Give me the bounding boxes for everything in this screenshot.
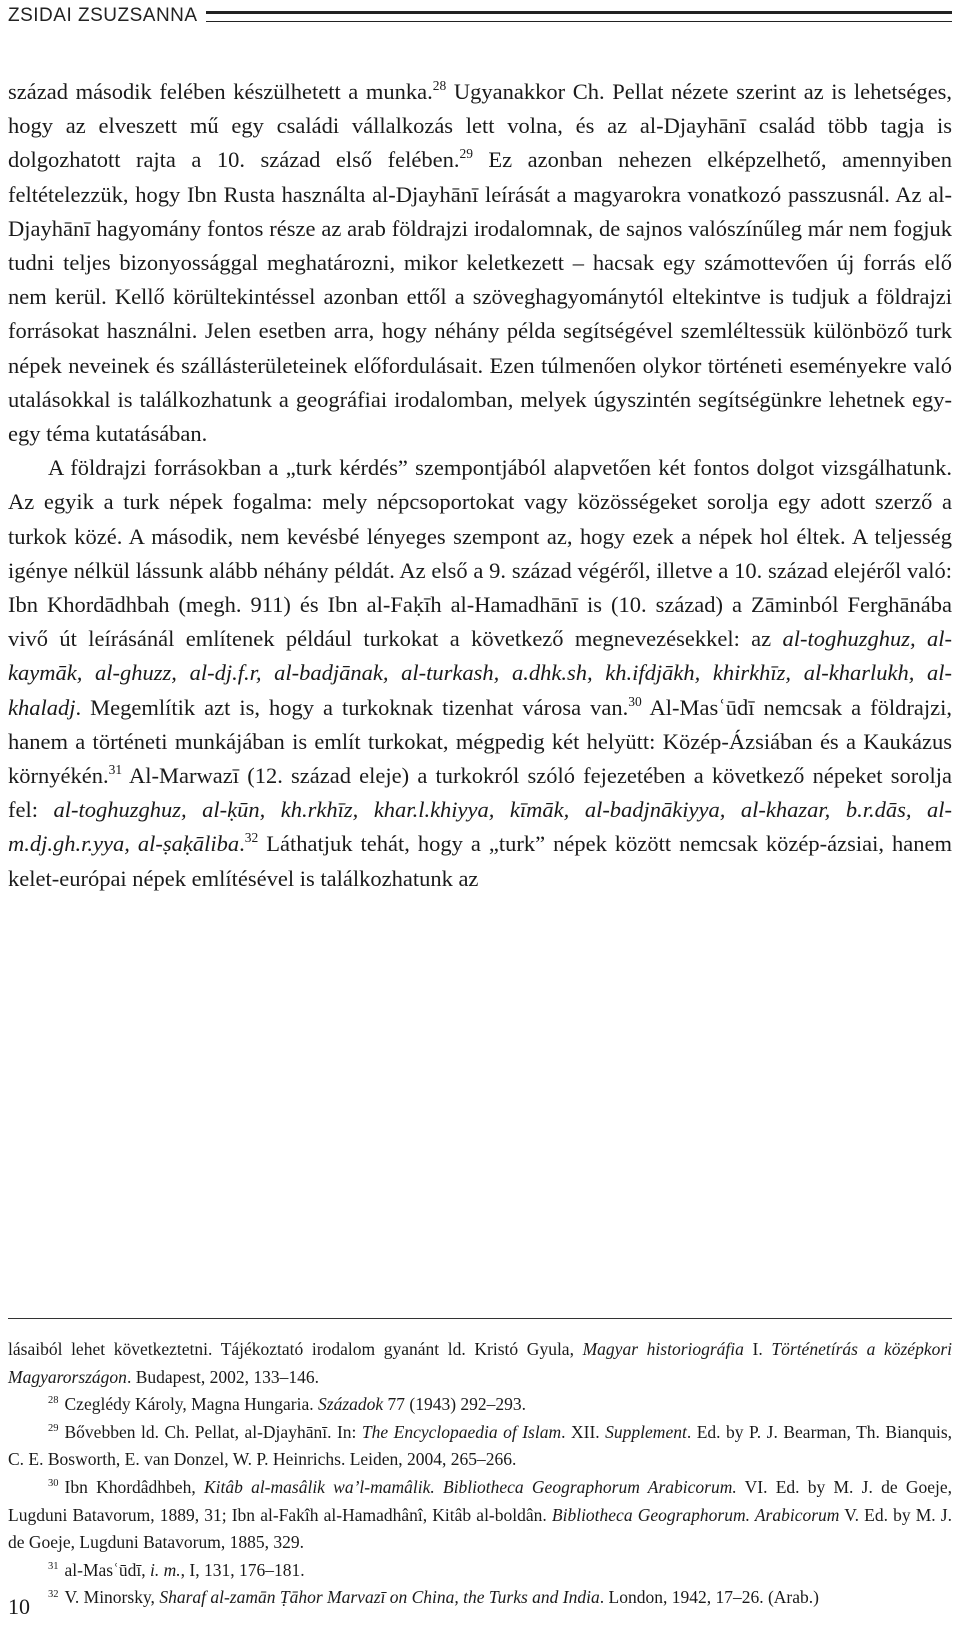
turk-names-list: al-toghuzghuz, al-ḳūn, kh.rkhīz, khar.l.khiyya, kīmāk, al-badjnākiyya, al-khazar, b.r.dās, al-m.dj.gh.r.yya, al-ṣaḳāliba bbox=[8, 797, 952, 857]
footnotes bbox=[8, 1336, 952, 1612]
footnote-ref-31[interactable]: 31 bbox=[108, 762, 123, 778]
footnote-ref-29[interactable]: 29 bbox=[459, 146, 473, 162]
footnote-ref-28[interactable]: 28 bbox=[432, 78, 447, 94]
running-head-rule bbox=[206, 11, 952, 22]
paragraph: század második felében készülhetett a munka.$^{28}$ Ugyanakkor Ch. Pellat nézete szerint az is lehetséges, hogy az elveszett mű egy családi vállalkozás lett volna, és az al-Djayhānī család több tagja is dolgozhatott rajta a 10. század első felében.$^{29}$ Ez azonban nehezen elképzelhető, amennyiben feltételezzük, hogy Ibn Rusta használta al-Djayhānī leírását a magyarokra vonatkozó passzusnál. Az al-Djayhānī hagyomány fontos része az arab földrajzi irodalomnak, de sajnos valószínűleg már nem fogjuk tudni teljes bizonyossággal meghatározni, mikor keletkezett – hacsak egy számottevően új forrás elő nem kerül. Kellő körültekintéssel azonban ettől a szöveghagyománytól eltekintve is tudjuk a földrajzi forrásokat használni. Jelen esetben arra, hogy néhány példa segítségével szemléltessük különböző turk népek neveinek és szállásterületeinek előfordulásait. Ezen túlmenően olykor történeti eseményekre való utalásokkal is találkozhatunk a geográfiai irodalomban, melyek úgyszintén segítségünkre lehetnek egy-egy téma kutatásában. bbox=[8, 78, 953, 447]
running-head bbox=[8, 4, 952, 28]
page-number: 10 bbox=[8, 1594, 30, 1619]
footnote-31: $^{31}$ al-Masʿūdī, i. m., I, 131, 176–181. bbox=[48, 1559, 305, 1580]
footnote-29: $^{29}$ Bővebben ld. Ch. Pellat, al-Djayhānī. In: The Encyclopaedia of Islam. XII. Supplement. Ed. by P. J. Bearman, Th. Bianquis, C. E. Bosworth, E. van Donzel, W. P. Heinrichs. Leiden, 2004, 265–266. bbox=[8, 1421, 953, 1470]
turk-names-list: al-toghuzghuz, al-kaymāk, al-ghuzz, al-dj.f.r, al-badjānak, al-turkash, a.dhk.sh, kh.ifdjākh, khirkhīz, al-kharlukh, al-khaladj bbox=[8, 626, 952, 720]
running-head-author: ZSIDAI ZSUZSANNA bbox=[8, 5, 198, 26]
footnote-number: 32 bbox=[48, 1588, 59, 1600]
footnote-number: 31 bbox=[48, 1560, 59, 1572]
footnote-divider bbox=[8, 1318, 952, 1319]
footnote-number: 29 bbox=[48, 1422, 59, 1434]
paragraph: A földrajzi forrásokban a „turk kérdés” szempontjából alapvetően két fontos dolgot vizsgálhatunk. Az egyik a turk népek fogalma: mely népcsoportokat vagy közösségeket sorolja egy adott szerző a turkok közé. A második, nem kevésbé lényeges szempont az, hogy ezek a népek hol éltek. A teljesség igénye nélkül lássunk alább néhány példát. Az első a 9. század végéről, illetve a 10. század elejéről való: Ibn Khordādhbah (megh. 911) és Ibn al-Faḳīh al-Hamadhānī is (10. század) a Zāminból Ferghānába vivő út leírásánál említenek például turkokat a következő megnevezésekkel: az al-toghuzghuz, al-kaymāk, al-ghuzz, al-dj.f.r, al-badjānak, al-turkash, a.dhk.sh, kh.ifdjākh, khirkhīz, al-kharlukh, al-khaladj. Megemlítik azt is, hogy a turkoknak tizenhat városa van.$^{30}$ Al-Masʿūdī nemcsak a földrajzi, hanem a történeti munkájában is említ turkokat, mégpedig két helyütt: Közép-Ázsiában és a Kaukázus környékén.$^{31}$ Al-Marwazī (12. század eleje) a turkokról szóló fejezetében a következő népeket sorolja fel: al-toghuzghuz, al-ḳūn, kh.rkhīz, khar.l.khiyya, kīmāk, al-badjnākiyya, al-khazar, b.r.dās, al-m.dj.gh.r.yya, al-ṣaḳāliba.$^{32}$ Láthatjuk tehát, hogy a „turk” népek között nemcsak közép-ázsiai, hanem kelet-európai népek említésével is találkozhatunk az bbox=[8, 455, 952, 891]
footnote-30: $^{30}$ Ibn Khordâdhbeh, Kitâb al-masâlik wa’l-mamâlik. Bibliotheca Geographorum Arabicorum. VI. Ed. by M. J. de Goeje, Lugduni Batavorum, 1889, 31; Ibn al-Fakîh al-Hamadhânî, Kitâb al-boldân. Bibliotheca Geographorum. Arabicorum V. Ed. by M. J. de Goeje, Lugduni Batavorum, 1885, 329. bbox=[8, 1476, 952, 1553]
footnote-ref-30[interactable]: 30 bbox=[628, 693, 642, 709]
footnote-continuation: lásaiból lehet következtetni. Tájékoztató irodalom gyanánt ld. Kristó Gyula, Magyar historiográfia I. Történetírás a középkori Magyarországon. Budapest, 2002, 133–146. bbox=[8, 1339, 953, 1387]
footnote-ref-32[interactable]: 32 bbox=[244, 830, 259, 846]
footnote-28: $^{28}$ Czeglédy Károly, Magna Hungaria. Századok 77 (1943) 292–293. bbox=[48, 1394, 527, 1415]
footnote-32: $^{32}$ V. Minorsky, Sharaf al-zamān Ṭāhor Marvazī on China, the Turks and India. London, 1942, 17–26. (Arab.) bbox=[48, 1587, 819, 1608]
footnote-number: 28 bbox=[48, 1395, 59, 1407]
footnote-number: 30 bbox=[48, 1478, 59, 1490]
main-text bbox=[8, 75, 952, 896]
